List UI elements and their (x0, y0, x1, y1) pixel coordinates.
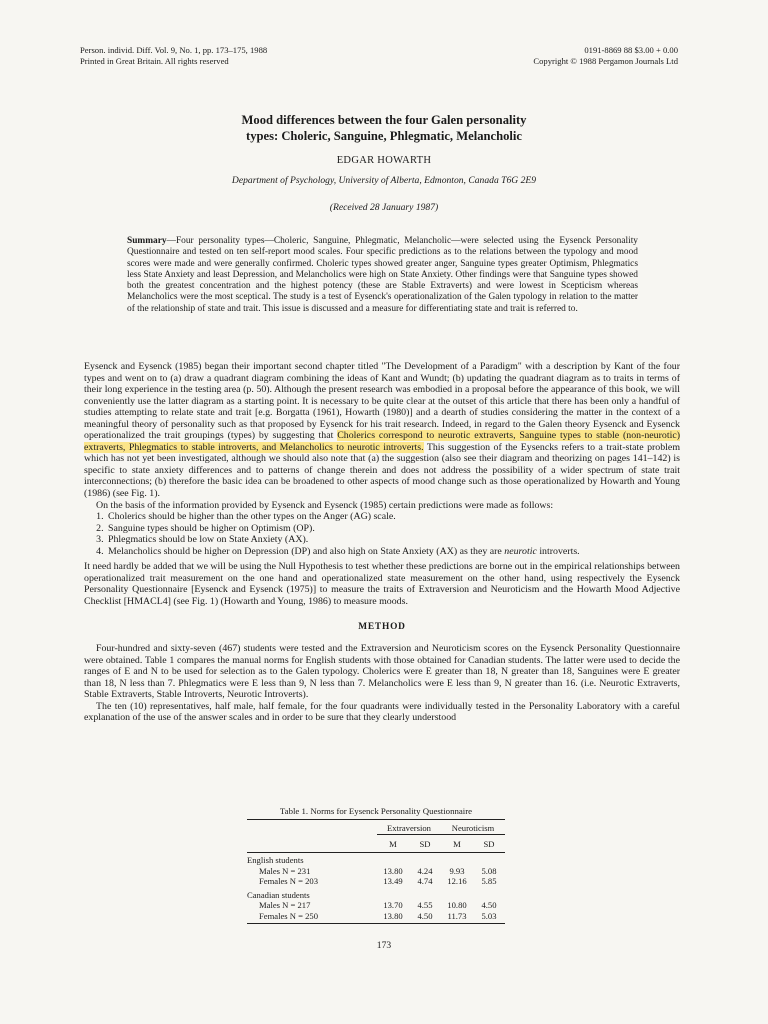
prediction-4-text: Melancholics should be higher on Depression (DP) and also high on State Anxiety (AX) as they are (108, 545, 505, 557)
issn-price: 0191-8869 88 $3.00 + 0.00 (584, 45, 678, 55)
summary-abstract (127, 236, 638, 315)
printed-in-note: Printed in Great Britain. All rights reserved (80, 56, 229, 66)
prediction-item (106, 546, 680, 558)
intro-p1-text-b: This suggestion of the Eysencks refers to a trait-state problem which has not yet been investigated, although we should also note that (a) the suggestion (also see their diagram and theorizing on pages 141–142) is specific to state anxiety differences and to patterns of change therein and does not address the possibility of a wider spectrum of state trait interconnections; (b) therefore the basic idea can be broadened to other aspects of mood change such as those operationalized by Howarth and Young (1986) (see Fig. 1). (84, 441, 680, 500)
prediction-item: 2. Sanguine types should be higher on Optimism (OP). (106, 523, 680, 535)
cell-value: 5.03 (481, 910, 497, 921)
table-caption: Table 1. Norms for Eysenck Personality Questionnaire (279, 806, 473, 816)
journal-citation: Person. individ. Diff. Vol. 9, No. 1, pp. 173–175, 1988 (80, 45, 268, 55)
cell-value: 10.80 (447, 900, 467, 910)
cell-value: 4.50 (417, 910, 433, 921)
title-line-1: Mood differences between the four Galen personality (241, 113, 527, 127)
journal-header-left (80, 45, 267, 67)
cell-value: 9.93 (449, 865, 465, 876)
cell-value: 4.50 (481, 900, 497, 910)
prediction-4-italic: neurotic (504, 545, 537, 557)
table-row (247, 900, 505, 911)
col-header-sd: SD (409, 834, 441, 853)
highlighted-passage: Cholerics correspond to neurotic extraverts, Sanguine types to stable (non-neurotic) extraverts, Phlegmatics to stable introverts, and Melancholics to neurotic introverts. (84, 430, 680, 453)
cell-value: 12.16 (447, 876, 467, 886)
col-header-m: M (441, 834, 473, 853)
table-corner (247, 820, 377, 835)
author-affiliation: Department of Psychology, University of Alberta, Edmonton, Canada T6G 2E9 (231, 175, 537, 186)
summary-text: —Four personality types—Choleric, Sanguine, Phlegmatic, Melancholic—were selected using the Eysenck Personality Questionnaire and tested on ten self-report mood scales. Four specific predictions as to the relations between the typology and mood scores were made and were generally confirmed. Choleric types showed greater anger, Sanguine types greater Optimism, Phlegmatics less State Anxiety and least Depression, and Melancholics were high on State Anxiety. Other findings were that Sanguine types showed both the greatest concentration and the highest potency (these are Stable Extraverts) and were lowest in Scepticism whereas Melancholics were the most sceptical. The study is a test of Eysenck's operationalization of the Galen typology in relation to the matter of the relationship of state and trait. This issue is discussed and a measure for differentiating state and trait is referred to. (127, 236, 638, 314)
cell-value: 13.49 (383, 876, 403, 886)
table-row (247, 866, 505, 877)
predictions-list (84, 511, 680, 557)
cell-value: 4.24 (417, 865, 433, 876)
col-header-neuroticism: Neuroticism (451, 823, 495, 833)
table-row (247, 876, 505, 887)
row-label: Females N = 203 (259, 876, 319, 886)
intro-paragraph-3: It need hardly be added that we will be using the Null Hypothesis to test whether these predictions are borne out in the empirical relationships between operationalized trait measurement on the one hand and operationalized state measurement on the other hand, using respectively the Eysenck Personality Questionnaire [Eysenck and Eysenck (1975)] to measure the traits of Extraversion and Neuroticism and the Howarth Mood Adjective Checklist [HMACL4] (see Fig. 1) (Howarth and Young, 1986) to measure moods. (84, 561, 680, 607)
row-label: Females N = 250 (259, 910, 319, 921)
prediction-4-end: introverts. (536, 545, 580, 557)
norms-table (247, 819, 505, 924)
received-date: (Received 28 January 1987) (329, 202, 439, 213)
cell-value: 5.85 (481, 876, 497, 886)
intro-paragraph-2: On the basis of the information provided by Eysenck and Eysenck (1985) certain predictions were made as follows: (96, 499, 554, 511)
cell-value: 5.08 (481, 865, 497, 876)
summary-label: Summary (127, 236, 167, 246)
prediction-item: 1. Cholerics should be higher than the other types on the Anger (AG) scale. (106, 511, 680, 523)
copyright-note: Copyright © 1988 Pergamon Journals Ltd (533, 56, 678, 66)
journal-header-right (533, 45, 678, 67)
prediction-item: 3. Phlegmatics should be low on State Anxiety (AX). (106, 534, 680, 546)
cell-value: 4.55 (417, 900, 433, 910)
col-header-m: M (377, 834, 409, 853)
cell-value: 13.70 (383, 900, 403, 910)
group-label: Canadian students (247, 889, 310, 900)
group-label: English students (247, 855, 304, 865)
title-line-2: types: Choleric, Sanguine, Phlegmatic, Melancholic (246, 129, 522, 143)
cell-value: 13.80 (383, 865, 403, 876)
method-paragraph-2: The ten (10) representatives, half male, half female, for the four quadrants were individually tested in the Personality Laboratory with a careful explanation of the use of the answer scales and in order to be sure that they clearly understood (84, 700, 680, 724)
intro-paragraph-1 (84, 361, 680, 500)
table-row (247, 911, 505, 924)
row-label: Males N = 217 (259, 900, 311, 910)
col-header-sd: SD (473, 834, 505, 853)
paper-title (0, 112, 768, 144)
author-name: EDGAR HOWARTH (336, 155, 432, 166)
method-paragraph-1: Four-hundred and sixty-seven (467) students were tested and the Extraversion and Neuroticism scores on the Eysenck Personality Questionnaire were obtained. Table 1 compares the manual norms for English students with those obtained for Canadian students. The latter were used to decide the ranges of E and N to be used for selection as to the Galen typology. Cholerics were E greater than 18, N greater than 18, Sanguines were E greater than 18, N less than 7. Phlegmatics were E less than 9, N less than 7. Melancholics were E less than 9, N greater than 16. (i.e. Neurotic Extraverts, Stable Extraverts, Stable Introverts, Neurotic Introverts). (84, 643, 680, 701)
table-1 (247, 806, 505, 924)
col-header-extraversion: Extraversion (387, 823, 431, 833)
intro-p1-text-a: Eysenck and Eysenck (1985) began their important second chapter titled "The Development of a Paradigm" with a description by Kant of the four types and went on to (a) draw a quadrant diagram combining the ideas of Kant and Wundt; (b) updating the quadrant diagram as to traits in terms of their long experience in the testing area (p. 50). Although the present research was embodied in a proposal before the appearance of this book, we will conveniently use the latter diagram as a starting point. It is necessary to be quite clear at the outset of this article that there has been only a handful of studies attempting to relate state and trait [e.g. Borgatta (1961), Howarth (1980)] and a dearth of studies considering the matter in the context of a meaningful theory of personality such as that proposed by Eysenck for his trait research. Indeed, in regard to the Galen theory Eysenck and Eysenck operationalized the trait groupings (types) by suggesting that (84, 361, 680, 442)
page-number: 173 (376, 940, 392, 951)
row-label: Males N = 231 (259, 865, 311, 876)
cell-value: 11.73 (447, 910, 467, 921)
cell-value: 13.80 (383, 910, 403, 921)
cell-value: 4.74 (417, 876, 433, 886)
article-body (84, 361, 680, 724)
method-heading: METHOD (358, 622, 406, 633)
